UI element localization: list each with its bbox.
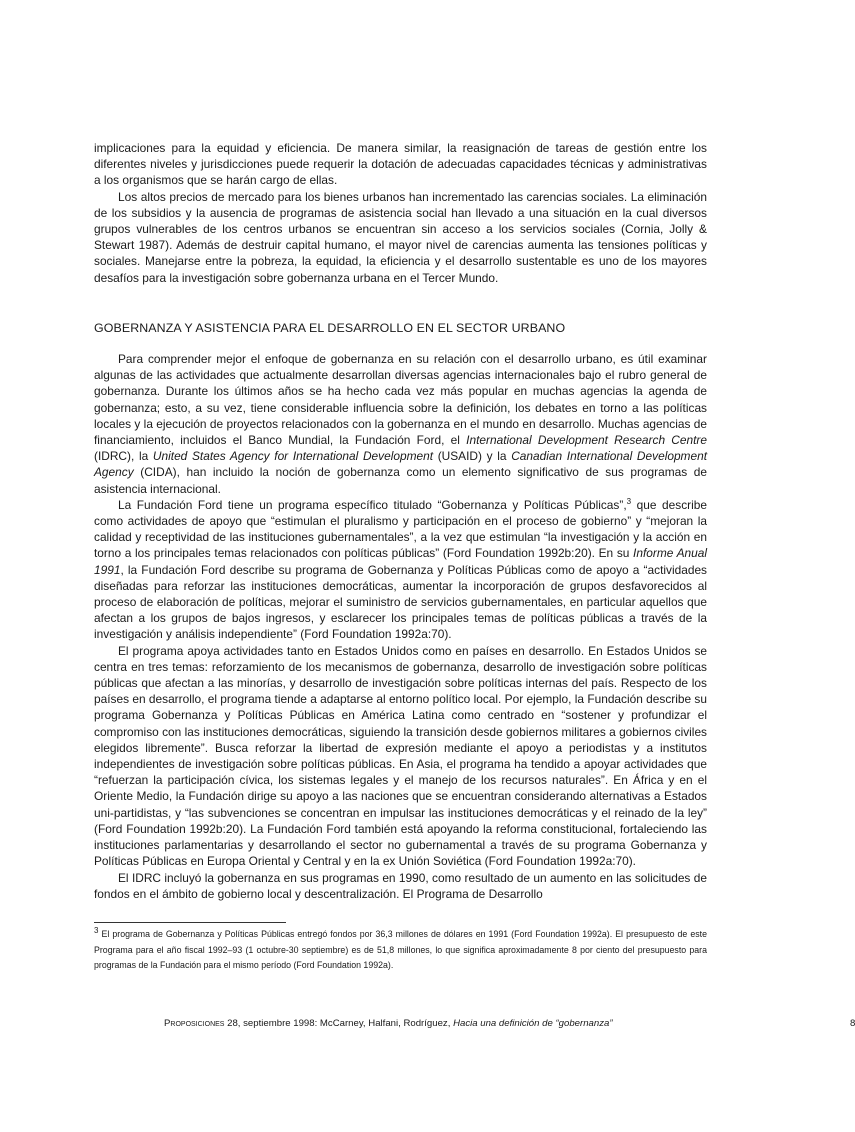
text-run: (USAID) y la (433, 449, 512, 464)
report-title: Informe Anual 1991 (94, 546, 707, 577)
cida-name: Canadian International Development Agency (94, 449, 707, 480)
footnote-divider (94, 922, 286, 923)
paragraph-social-deficits: Los altos precios de mercado para los bienes urbanos han incrementado las carencias sociales. La eliminación de los subsidios y la ausencia de programas de asistencia social han llevado a una situación en la cual diversos grupos vulnerables de los centros urbanos se encuentran sin acceso a los servicios sociales (Cornia, Jolly & Stewart 1987). Además de destruir capital humano, el mayor nivel de carencias aumenta las tensiones políticas y sociales. Manejarse entre la pobreza, la equidad, la eficiencia y el desarrollo sustentable es uno de los mayores desafíos para la investigación sobre gobernanza urbana en el Tercer Mundo. (94, 189, 707, 285)
footnote-text: El programa de Gobernanza y Políticas Públicas entregó fondos por 36,3 millones de dólares en 1991 (Ford Foundation 1992a). El presupuesto de este Programa para el año fiscal 1992–93 (1 octubre-30 septiembre) es de 51,8 millones, lo que significa aproximadamente 8 por ciento del presupuesto para programas de la Fundación para el mismo período (Ford Foundation 1992a). (94, 929, 707, 970)
paragraph-idrc: El IDRC incluyó la gobernanza en sus programas en 1990, como resultado de un aumento en las solicitudes de fondos en el ámbito de gobierno local y descentralización. El Programa de Desarrollo (94, 870, 707, 901)
page-number: 8 (850, 1018, 855, 1029)
journal-name: Proposiciones (164, 1018, 225, 1029)
text-run: Para comprender mejor el enfoque de gobernanza en su relación con el desarrollo urbano, es útil examinar algunas de las actividades que actualmente desarrollan diversas agencias internacionales bajo el rubro general de gobernanza. Durante los últimos años se ha hecho cada vez más popular en muchas agencias la agenda de gobernanza; esto, a su vez, tiene considerable influencia sobre la definición, los debates en torno a las políticas locales y la ejecución de proyectos relacionados con la gobernanza en el mundo en desarrollo. Muchas agencias de financiamiento, incluidos el Banco Mundial, la Fundación Ford, el (94, 352, 707, 448)
paragraph-continuation: implicaciones para la equidad y eficiencia. De manera similar, la reasignación de tareas de gestión entre los diferentes niveles y jurisdicciones puede requerir la dotación de adecuadas capacidades técnicas y administrativas a los organismos que se harán cargo de ellas. (94, 141, 707, 188)
section-heading: GOBERNANZA Y ASISTENCIA PARA EL DESARROLLO EN EL SECTOR URBANO (94, 321, 566, 335)
paragraph-ford-foundation (94, 497, 707, 643)
paragraph-program-activities: El programa apoya actividades tanto en Estados Unidos como en países en desarrollo. En Estados Unidos se centra en tres temas: reforzamiento de los mecanismos de gobernanza, desarrollo de investigación sobre políticas públicas que afectan a las minorías, y desarrollo de investigación sobre políticas internas del país. Respecto de los países en desarrollo, el programa tiende a adaptarse al entorno político local. Por ejemplo, la Fundación describe su programa Gobernanza y Políticas Públicas en América Latina como centrado en “sostener y profundizar el compromiso con las instituciones democráticas, siguiendo la transición desde gobiernos militares a gobiernos civiles elegidos libremente”. Busca reforzar la libertad de expresión mediante el apoyo a periodistas y a institutos independientes de investigación sobre políticas públicas. En Asia, el programa ha tendido a apoyar actividades que “refuerzan la participación cívica, los sistemas legales y el manejo de los recursos naturales”. En África y en el Oriente Medio, la Fundación dirige su apoyo a las naciones que se encuentran considerando alternativas a Estados uni-partidistas, y “las subvenciones se concentran en impulsar las instituciones democráticas y el reinado de la ley” (Ford Foundation 1992b:20). La Fundación Ford también está apoyando la reforma constitucional, fortaleciendo las instituciones parlamentarias y desarrollando el sector no gubernamental a través de su programa Gobernanza y Políticas Públicas en Europa Oriental y Central y en la ex Unión Soviética (Ford Foundation 1992a:70). (94, 643, 707, 869)
article-title: Hacia una definición de “gobernanza” (453, 1018, 613, 1029)
footnote (94, 927, 707, 974)
page-footer (164, 1017, 855, 1031)
paragraph-governance-agencies (94, 351, 707, 497)
intro-text-block (94, 140, 707, 286)
text-run: (IDRC), la (94, 449, 153, 464)
idrc-name: International Development Research Centre (466, 433, 707, 448)
text-run: que describe como actividades de apoyo que “estimulan el pluralismo y participación en el proceso de gobierno” y “mejoran la calidad y receptividad de las instituciones gubernamentales”, a la vez que estimulan “la investigación y la acción en torno a los principales temas relacionados con políticas públicas” (Ford Foundation 1992b:20). En su (94, 497, 707, 561)
footer-citation: 28, septiembre 1998: McCarney, Halfani, Rodríguez, (224, 1018, 454, 1029)
section-text-block (94, 351, 707, 902)
usaid-name: United States Agency for International Development (152, 449, 434, 464)
footnote-number: 3 (94, 926, 99, 936)
text-run: La Fundación Ford tiene un programa específico titulado “Gobernanza y Políticas Públicas”, (118, 497, 627, 512)
footnote-reference: 3 (626, 496, 632, 506)
text-run: , la Fundación Ford describe su programa de Gobernanza y Políticas Públicas como de apoyo a “actividades diseñadas para reforzar las instituciones democráticas, aumentar la incorporación de grupos desfavorecidos al proceso de elaboración de políticas, mejorar el suministro de servicios gubernamentales, en particular aquellos que afectan a los grupos de bajos ingresos, y esclarecer los principales temas de políticas públicas a través de la investigación y análisis independiente” (Ford Foundation 1992a:70). (94, 562, 707, 642)
text-run: (CIDA), han incluido la noción de gobernanza como un elemento significativo de sus programas de asistencia internacional. (94, 465, 707, 496)
